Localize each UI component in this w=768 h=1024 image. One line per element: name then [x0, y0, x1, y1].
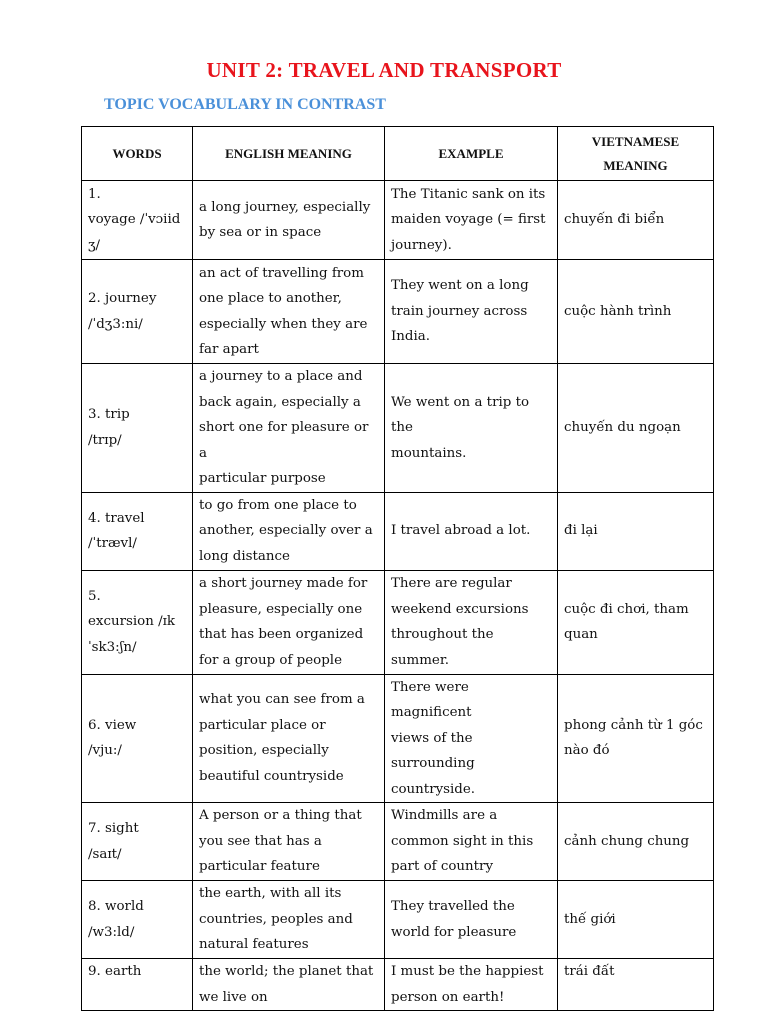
english-meaning-cell: [193, 181, 385, 260]
vietnamese-meaning-cell: [558, 959, 714, 1011]
vietnamese-meaning-cell-line: quan: [564, 627, 598, 642]
header-vietnamese-meaning: [558, 127, 714, 181]
english-meaning-cell-line: an act of travelling from: [199, 265, 364, 281]
vietnamese-meaning-cell-line: cuộc hành trình: [564, 303, 672, 319]
english-meaning-cell: [193, 492, 385, 570]
english-meaning-cell-line: by sea or in space: [199, 225, 322, 240]
english-meaning-cell-line: another, especially over a: [199, 523, 373, 539]
english-meaning-cell-line: long distance: [199, 548, 290, 564]
example-cell-line: Windmills are a: [391, 808, 498, 824]
table-body: [82, 181, 714, 1011]
example-cell-line: person on earth!: [391, 989, 505, 1005]
english-meaning-cell-line: far apart: [199, 342, 259, 357]
word-cell: [82, 803, 193, 881]
english-meaning-cell: [193, 570, 385, 674]
word-cell-line: 1.: [88, 186, 101, 202]
word-cell: [82, 881, 193, 959]
vietnamese-meaning-cell: [558, 881, 714, 959]
example-cell-line: part of country: [391, 859, 494, 875]
vietnamese-meaning-cell-line: phong cảnh từ 1 góc: [564, 717, 703, 733]
example-cell-line: common sight in this: [391, 833, 534, 849]
header-english-meaning: ENGLISH MEANING: [193, 127, 385, 181]
table-row: [82, 181, 714, 260]
example-cell: [385, 881, 558, 959]
english-meaning-cell: [193, 674, 385, 803]
english-meaning-cell-line: particular place or: [199, 717, 326, 733]
vietnamese-meaning-cell: [558, 492, 714, 570]
table-row: [82, 959, 714, 1011]
example-cell: [385, 803, 558, 881]
vietnamese-meaning-cell: [558, 364, 714, 493]
english-meaning-cell-line: particular purpose: [199, 471, 326, 486]
english-meaning-cell-line: to go from one place to: [199, 497, 357, 513]
vietnamese-meaning-cell: [558, 674, 714, 803]
word-cell: [82, 364, 193, 493]
example-cell: [385, 181, 558, 260]
word-cell-line: 2. journey: [88, 291, 157, 306]
example-cell-line: countryside.: [391, 781, 476, 797]
word-cell-line: ˈsk3:ʃn/: [88, 639, 137, 655]
english-meaning-cell-line: especially when they are: [199, 316, 368, 332]
vietnamese-meaning-cell: [558, 803, 714, 881]
word-cell-line: /ˈdʒ3:ni/: [88, 316, 143, 332]
table-row: [82, 570, 714, 674]
vietnamese-meaning-cell: [558, 260, 714, 364]
example-cell-line: weekend excursions: [391, 601, 529, 617]
english-meaning-cell: [193, 959, 385, 1011]
vietnamese-meaning-cell-line: trái đất: [564, 964, 615, 979]
word-cell-line: voyage /ˈvɔiid: [88, 212, 181, 228]
word-cell-line: /vju:/: [88, 743, 122, 759]
english-meaning-cell: [193, 881, 385, 959]
word-cell-line: 3. trip: [88, 407, 130, 423]
word-cell-line: 4. travel: [88, 510, 145, 526]
english-meaning-cell: [193, 260, 385, 364]
vocabulary-table: [81, 126, 714, 1011]
vietnamese-meaning-cell-line: nào đó: [564, 743, 610, 759]
english-meaning-cell: [193, 803, 385, 881]
example-cell-line: world for pleasure: [391, 924, 517, 940]
english-meaning-cell-line: back again, especially a: [199, 394, 361, 410]
english-meaning-cell-line: countries, peoples and: [199, 911, 353, 927]
word-cell-line: excursion /ɪk: [88, 614, 176, 630]
word-cell: [82, 181, 193, 260]
example-cell-line: The Titanic sank on its: [391, 186, 546, 202]
word-cell-line: /w3:ld/: [88, 924, 135, 940]
example-cell-line: India.: [391, 329, 431, 345]
example-cell: [385, 959, 558, 1011]
example-cell-line: They went on a long: [391, 278, 529, 294]
example-cell: [385, 674, 558, 803]
example-cell-line: We went on a trip to the: [391, 394, 530, 435]
english-meaning-cell-line: beautiful countryside: [199, 768, 344, 784]
table-row: [82, 260, 714, 364]
vietnamese-meaning-cell-line: cảnh chung chung: [564, 833, 690, 849]
english-meaning-cell-line: a short journey made for: [199, 576, 368, 591]
example-cell-line: mountains.: [391, 445, 467, 461]
word-cell: [82, 674, 193, 803]
word-cell: [82, 492, 193, 570]
vietnamese-meaning-cell-line: đi lại: [564, 523, 598, 539]
example-cell-line: maiden voyage (= first: [391, 212, 546, 228]
example-cell-line: surrounding: [391, 756, 475, 771]
english-meaning-cell-line: the world; the planet that: [199, 964, 374, 979]
example-cell: [385, 364, 558, 493]
vietnamese-meaning-cell-line: chuyến du ngoạn: [564, 420, 681, 435]
vietnamese-meaning-cell: [558, 181, 714, 260]
example-cell-line: throughout the: [391, 627, 494, 642]
english-meaning-cell-line: a long journey, especially: [199, 199, 371, 215]
english-meaning-cell: [193, 364, 385, 493]
word-cell: [82, 570, 193, 674]
word-cell-line: 9. earth: [88, 964, 142, 979]
word-cell-line: 8. world: [88, 899, 144, 914]
example-cell-line: train journey across: [391, 303, 528, 319]
english-meaning-cell-line: one place to another,: [199, 291, 342, 306]
vietnamese-meaning-cell-line: chuyến đi biển: [564, 212, 665, 228]
table-row: [82, 803, 714, 881]
english-meaning-cell-line: A person or a thing that: [199, 808, 362, 824]
english-meaning-cell-line: we live on: [199, 989, 268, 1005]
english-meaning-cell-line: for a group of people: [199, 652, 343, 668]
page-subtitle: TOPIC VOCABULARY IN CONTRAST: [104, 96, 386, 113]
english-meaning-cell-line: what you can see from a: [199, 692, 365, 708]
header-words: WORDS: [82, 127, 193, 181]
example-cell-line: There are regular: [391, 576, 512, 591]
english-meaning-cell-line: you see that has a: [199, 833, 322, 849]
table-row: [82, 674, 714, 803]
example-cell: [385, 570, 558, 674]
english-meaning-cell-line: particular feature: [199, 859, 320, 875]
example-cell-line: They travelled the: [391, 899, 515, 914]
vietnamese-meaning-cell-line: cuộc đi chơi, tham: [564, 601, 689, 617]
page-title: UNIT 2: TRAVEL AND TRANSPORT: [206, 58, 562, 82]
example-cell-line: There were magnificent: [391, 679, 472, 720]
example-cell: [385, 260, 558, 364]
english-meaning-cell-line: position, especially: [199, 743, 329, 759]
word-cell: [82, 260, 193, 364]
vietnamese-meaning-cell-line: thế giới: [564, 911, 616, 927]
header-vietnamese-line-2: MEANING: [603, 157, 668, 173]
example-cell-line: views of the: [391, 730, 473, 746]
english-meaning-cell-line: short one for pleasure or a: [199, 420, 369, 461]
english-meaning-cell-line: the earth, with all its: [199, 886, 342, 902]
example-cell-line: I must be the happiest: [391, 964, 544, 979]
word-cell-line: /ˈtrævl/: [88, 536, 137, 551]
example-cell-line: journey).: [391, 237, 452, 253]
table-header-row: [82, 127, 714, 181]
example-cell-line: summer.: [391, 652, 450, 668]
word-cell-line: 5.: [88, 588, 101, 604]
word-cell-line: /trɪp/: [88, 432, 122, 448]
table-row: [82, 492, 714, 570]
example-cell: [385, 492, 558, 570]
word-cell-line: /saɪt/: [88, 846, 122, 862]
word-cell-line: 7. sight: [88, 821, 139, 836]
english-meaning-cell-line: natural features: [199, 937, 309, 953]
word-cell-line: ʒ/: [88, 237, 101, 253]
table-row: [82, 881, 714, 959]
vietnamese-meaning-cell: [558, 570, 714, 674]
english-meaning-cell-line: a journey to a place and: [199, 369, 363, 384]
header-vietnamese-line-1: VIETNAMESE: [591, 133, 680, 149]
english-meaning-cell-line: pleasure, especially one: [199, 601, 363, 617]
header-example: EXAMPLE: [385, 127, 558, 181]
english-meaning-cell-line: that has been organized: [199, 627, 364, 642]
word-cell: [82, 959, 193, 1011]
word-cell-line: 6. view: [88, 717, 137, 733]
table-row: [82, 364, 714, 493]
example-cell-line: I travel abroad a lot.: [391, 523, 531, 539]
